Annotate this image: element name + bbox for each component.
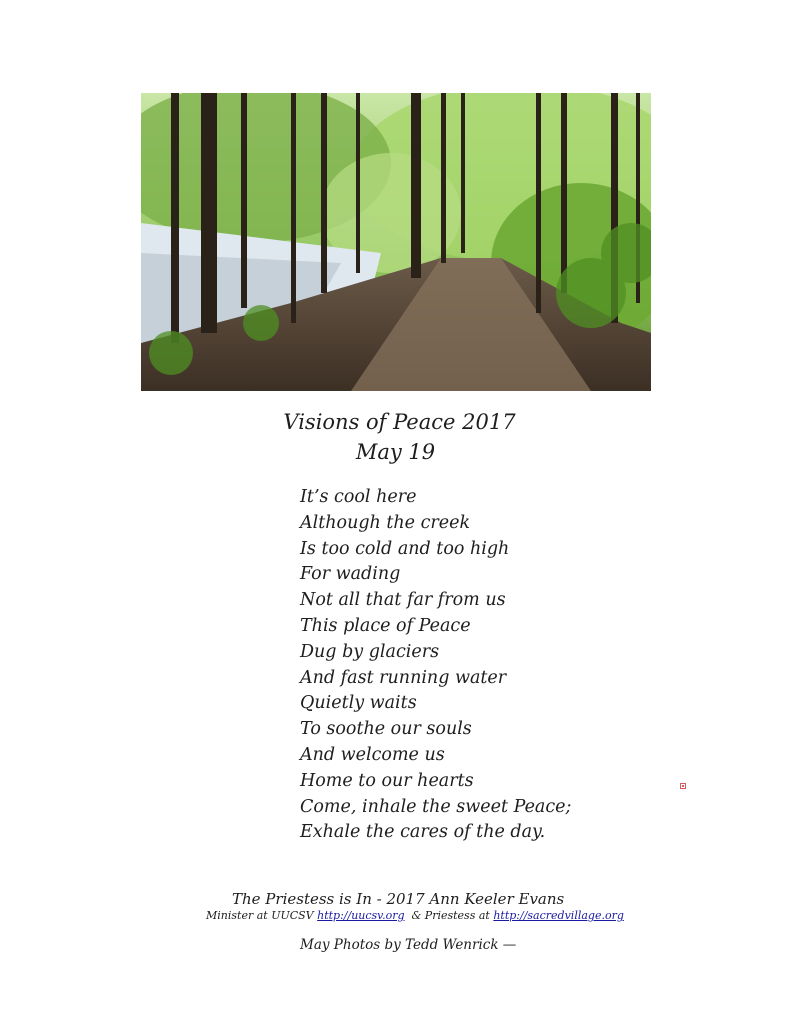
uucsv-link[interactable]: http://uucsv.org — [317, 909, 405, 922]
forest-photo — [141, 93, 651, 391]
broken-image-icon — [680, 783, 686, 789]
photo-credit: May Photos by Tedd Wenrick — — [300, 937, 517, 953]
poem-line: Not all that far from us — [300, 590, 506, 611]
poem-line: It’s cool here — [300, 487, 417, 507]
poem-line: Come, inhale the sweet Peace; — [300, 796, 572, 817]
priestess-text: & Priestess at — [404, 909, 494, 922]
poem-line: Exhale the cares of the day. — [300, 822, 546, 843]
poem-line: And welcome us — [300, 744, 445, 765]
poem-line: This place of Peace — [300, 615, 471, 636]
poem-line: Home to our hearts — [300, 770, 474, 791]
poem-line: For wading — [300, 564, 401, 585]
minister-text: Minister at UUCSV — [206, 909, 318, 922]
sacredvillage-link[interactable]: http://sacredvillage.org — [493, 909, 624, 922]
poem-title: Visions of Peace 2017 — [283, 410, 516, 434]
poem-line: Is too cold and too high — [300, 538, 510, 559]
poem-line: Dug by glaciers — [300, 641, 440, 662]
poem-line: And fast running water — [300, 667, 507, 688]
author-credit: The Priestess is In - 2017 Ann Keeler Evans — [232, 890, 565, 908]
poem-line: To soothe our souls — [300, 719, 472, 740]
poem-line: Although the creek — [300, 512, 471, 533]
poem-line: Quietly waits — [300, 693, 417, 714]
poem-body — [300, 485, 571, 846]
poem-date: May 19 — [355, 440, 436, 464]
affiliation-line — [206, 909, 624, 922]
